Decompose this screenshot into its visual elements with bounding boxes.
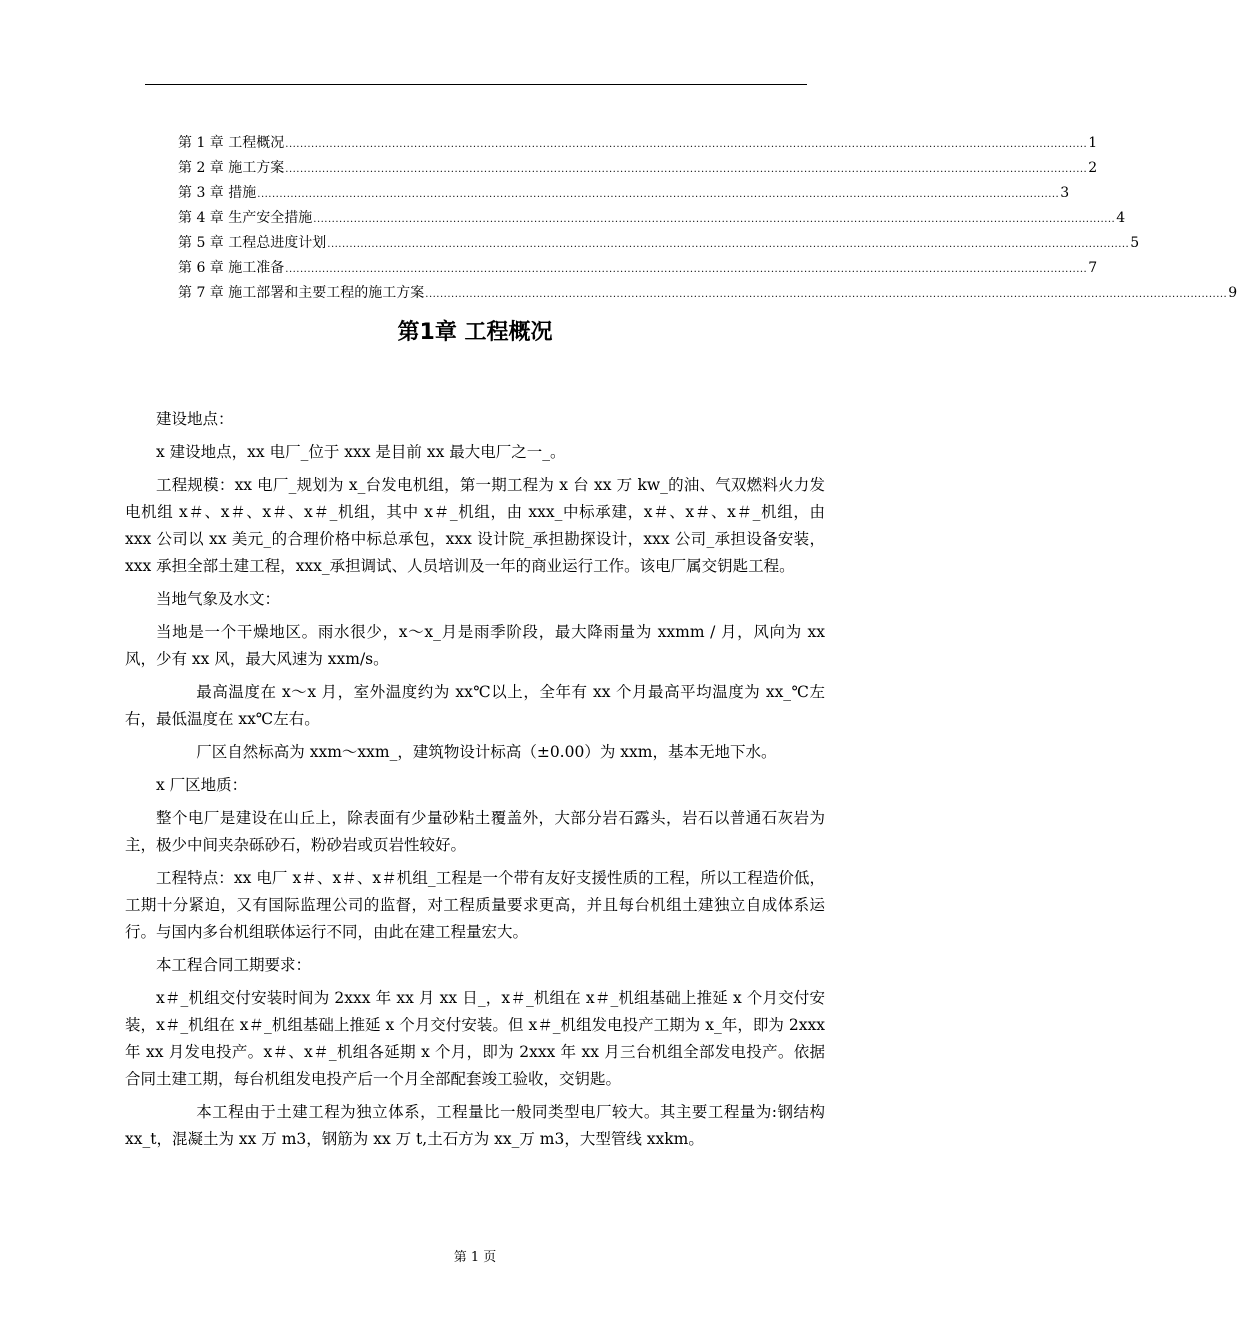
toc-entry-title: 第 4 章 生产安全措施: [178, 210, 313, 226]
toc-entry-title: 第 6 章 施工准备: [178, 260, 285, 276]
toc-entry[interactable]: [178, 277, 1237, 302]
paragraph: 本工程合同工期要求：: [156, 956, 312, 974]
toc-entry[interactable]: [178, 227, 1140, 252]
toc-entry-title: 第 3 章 措施: [178, 185, 257, 201]
paragraph: 建设地点：: [156, 410, 234, 428]
paragraph: 最高温度在 x～x 月，室外温度约为 xx℃以上，全年有 xx 个月最高平均温度为 xx_℃左右，最低温度在 xx℃左右。: [125, 683, 825, 728]
paragraph: x＃_机组交付安装时间为 2xxx 年 xx 月 xx 日_，x＃_机组在 x＃_机组基础上推延 x 个月交付安装，x＃_机组在 x＃_机组基础上推延 x 个月交付安装。但 x＃_机组发电投产工期为 x_年，即为 2xxx 年 xx 月发电投产。x＃、x＃_机组各延期 x 个月，即为 2xxx 年 xx 月三台机组全部发电投产。依据合同土建工期，每台机组发电投产后一个月全部配套竣工验收，交钥匙。: [125, 989, 825, 1088]
paragraph: x 建设地点，xx 电厂_位于 xxx 是目前 xx 最大电厂之一_。: [156, 443, 566, 461]
paragraph: 本工程由于土建工程为独立体系，工程量比一般同类型电厂较大。其主要工程量为:钢结构 xx_t，混凝土为 xx 万 m3，钢筋为 xx 万 t,土石方为 xx_万 m3，大型管线 xxkm。: [125, 1103, 825, 1148]
toc-entry-title: 第 5 章 工程总进度计划: [178, 235, 327, 251]
toc-leader-dots: ..........................................................................................................................................................................................................................: [425, 289, 1228, 300]
toc-entry[interactable]: [178, 152, 1098, 177]
paragraph: 工程特点：xx 电厂 x＃、x＃、x＃机组_工程是一个带有友好支援性质的工程，所以工程造价低，工期十分紧迫，又有国际监理公司的监督，对工程质量要求更高，并且每台机组土建独立自成体系运行。与国内多台机组联体运行不同，由此在建工程量宏大。: [125, 869, 825, 941]
toc-entry-page: 3: [1060, 185, 1070, 201]
page-footer: 第 1 页: [453, 1250, 497, 1265]
toc-entry[interactable]: [178, 127, 1098, 152]
toc-entry-page: 1: [1088, 135, 1098, 151]
toc-leader-dots: ..........................................................................................................................................................................................................................: [257, 189, 1060, 200]
toc-leader-dots: ..........................................................................................................................................................................................................................: [313, 214, 1116, 225]
document-body: [125, 406, 825, 1159]
toc-leader-dots: ..........................................................................................................................................................................................................................: [327, 239, 1130, 250]
toc-entry-page: 7: [1088, 260, 1098, 276]
header-rule: [145, 84, 807, 85]
paragraph: 当地是一个干燥地区。雨水很少，x～x_月是雨季阶段，最大降雨量为 xxmm / 月，风向为 xx 风，少有 xx 风，最大风速为 xxm/s。: [125, 623, 825, 668]
toc-leader-dots: ..........................................................................................................................................................................................................................: [285, 164, 1088, 175]
toc-entry-page: 4: [1116, 210, 1126, 226]
toc-leader-dots: ..........................................................................................................................................................................................................................: [285, 264, 1088, 275]
paragraph: 整个电厂是建设在山丘上，除表面有少量砂粘土覆盖外，大部分岩石露头，岩石以普通石灰岩为主，极少中间夹杂砾砂石，粉砂岩或页岩性较好。: [125, 809, 825, 854]
toc-entry-title: 第 2 章 施工方案: [178, 160, 285, 176]
paragraph: 厂区自然标高为 xxm～xxm_，建筑物设计标高（±0.00）为 xxm，基本无地下水。: [196, 743, 777, 761]
paragraph: x 厂区地质：: [156, 776, 248, 794]
toc-entry-page: 9: [1228, 285, 1237, 301]
toc-entry[interactable]: [178, 177, 1070, 202]
paragraph: 工程规模：xx 电厂_规划为 x_台发电机组，第一期工程为 x 台 xx 万 kw_的油、气双燃料火力发电机组 x＃、x＃、x＃、x＃_机组，其中 x＃_机组，由 xxx_中标承建，x＃、x＃、x＃_机组，由 xxx 公司以 xx 美元_的合理价格中标总承包，xxx 设计院_承担勘探设计，xxx 公司_承担设备安装，xxx 承担全部土建工程，xxx_承担调试、人员培训及一年的商业运行工作。该电厂属交钥匙工程。: [125, 476, 825, 575]
toc-entry-page: 5: [1130, 235, 1140, 251]
table-of-contents: [178, 127, 1237, 302]
toc-entry-page: 2: [1088, 160, 1098, 176]
toc-entry[interactable]: [178, 252, 1098, 277]
toc-entry-title: 第 7 章 施工部署和主要工程的施工方案: [178, 285, 425, 301]
toc-entry[interactable]: [178, 202, 1126, 227]
paragraph: 当地气象及水文：: [156, 590, 281, 608]
toc-entry-title: 第 1 章 工程概况: [178, 135, 285, 151]
chapter-title: 第1章 工程概况: [397, 320, 553, 345]
toc-leader-dots: ..........................................................................................................................................................................................................................: [285, 139, 1088, 150]
